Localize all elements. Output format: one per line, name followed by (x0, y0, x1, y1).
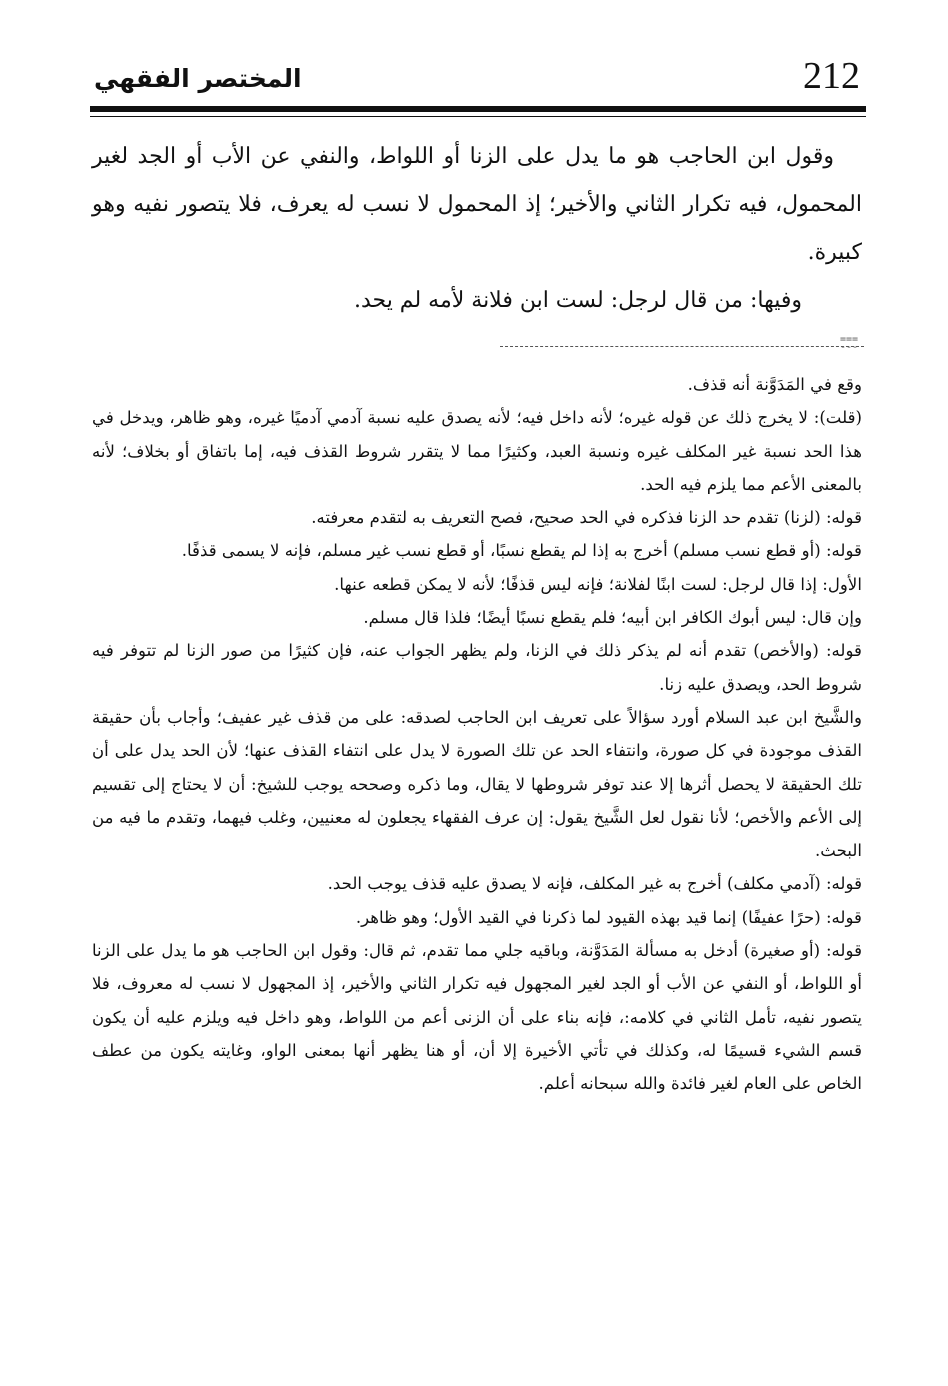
footnote-paragraph: وقع في المَدَوَّنة أنه قذف. (687, 375, 862, 394)
footnote-paragraph: قوله: (لزنا) تقدم حد الزنا فذكره في الحد صحيح، فصح التعريف به لتقدم معرفته. (311, 508, 862, 528)
header-rule-thick (90, 106, 866, 112)
footnote-paragraph: قوله: (أو قطع نسب مسلم) أخرج به إذا لم يقطع نسبًا، أو قطع نسب غير مسلم، فإنه لا يسمى قذفًا. (181, 541, 862, 561)
page-header (92, 52, 864, 104)
page-number: 212 (803, 55, 860, 97)
main-text (92, 133, 862, 325)
footnote-paragraph: قوله: (حرًا عفيفًا) إنما قيد بهذه القيود لما ذكرنا في القيد الأول؛ وهو ظاهر. (355, 907, 862, 927)
header-rule-thin (90, 116, 866, 117)
separator-mark: === --- (840, 334, 859, 353)
footnote-paragraph: (قلت): لا يخرج ذلك عن قوله غيره؛ لأنه داخل فيه؛ لأنه يصدق عليه نسبة آدمي آدميًا غيره، وهو ظاهر، ويدخل في هذا الحد نسبة غير المكلف غيره ونسبة العبد، وكثيرًا مما لا يتقرر شروط القذف فيه، إما باتفاق أو بخلاف؛ لأنه بالمعنى الأعم مما يلزم فيه الحد. (92, 408, 862, 494)
footnotes (92, 368, 862, 1101)
main-paragraph: وفيها: من قال لرجل: لست ابن فلانة لأمه لم يحد. (353, 288, 802, 313)
footnote-paragraph: وإن قال: ليس أبوك الكافر ابن أبيه؛ فلم يقطع نسبًا أيضًا؛ فلذا قال مسلم. (363, 608, 862, 628)
main-paragraph: وقول ابن الحاجب هو ما يدل على الزنا أو اللواط، والنفي عن الأب أو الجد لغير المحمول، فيه تكرار الثاني والأخير؛ إذ المحمول لا نسب له يعرف، فلا يتصور نفيه وهو كبيرة. (92, 144, 862, 265)
running-title: المختصر الفقهي (94, 64, 302, 93)
footnote-paragraph: والشَّيخ ابن عبد السلام أورد سؤالاً على تعريف ابن الحاجب لصدقه: على من قذف غير عفيف؛ وأجاب بأن حقيقة القذف موجودة في كل صورة، وانتفاء الحد عن تلك الصورة لا يدل على انتفاء القذف عنها؛ لأن الحد يدل على أن تلك الحقيقة لا يحصل أثرها إلا عند توفر شروطها لا يقال، وما ذكره وصححه يوجب للشيخ: أن لا يحتاج إلى تقسيم إلى الأعم والأخص؛ لأنا نقول لعل الشَّيخ يقول: إن عرف الفقهاء يجعلون له معنيين، وغلب فيهما، وتقدم ما فيه من البحث. (92, 707, 862, 861)
footnote-separator (500, 346, 864, 347)
footnote-paragraph: قوله: (والأخص) تقدم أنه لم يذكر ذلك في الزنا، ولم يظهر الجواب عنه، فإن كثيرًا من صور الزنا لم تتوفر فيه شروط الحد، ويصدق عليه زنا. (92, 641, 862, 694)
footnote-paragraph: الأول: إذا قال لرجل: لست ابنًا لفلانة؛ فإنه ليس قذفًا؛ لأنه لا يمكن قطعه عنها. (334, 574, 862, 594)
footnote-paragraph: قوله: (أو صغيرة) أدخل به مسألة المَدَوَّنة، وباقيه جلي مما تقدم، ثم قال: وقول ابن الحاجب هو ما يدل على الزنا أو اللواط، أو النفي عن الأب أو الجد لغير المجهول فيه تكرار الثاني والأخير، إذ المجهول لا نسب له معروف، فلا يتصور نفيه، تأمل الثاني في كلامه:، فإنه بناء على أن الزنى أعم من اللواط، وهو داخل فيه ويلزم عليه أن يكون قسم الشيء قسيمًا له، وكذلك في تأتي الأخيرة إلا أن، أو هنا يظهر أنها بمعنى الواو، وغايته يكون من عطف الخاص على العام لغير فائدة والله سبحانه أعلم. (92, 941, 862, 1094)
footnote-paragraph: قوله: (آدمي مكلف) أخرج به غير المكلف، فإنه لا يصدق عليه قذف يوجب الحد. (327, 874, 862, 894)
